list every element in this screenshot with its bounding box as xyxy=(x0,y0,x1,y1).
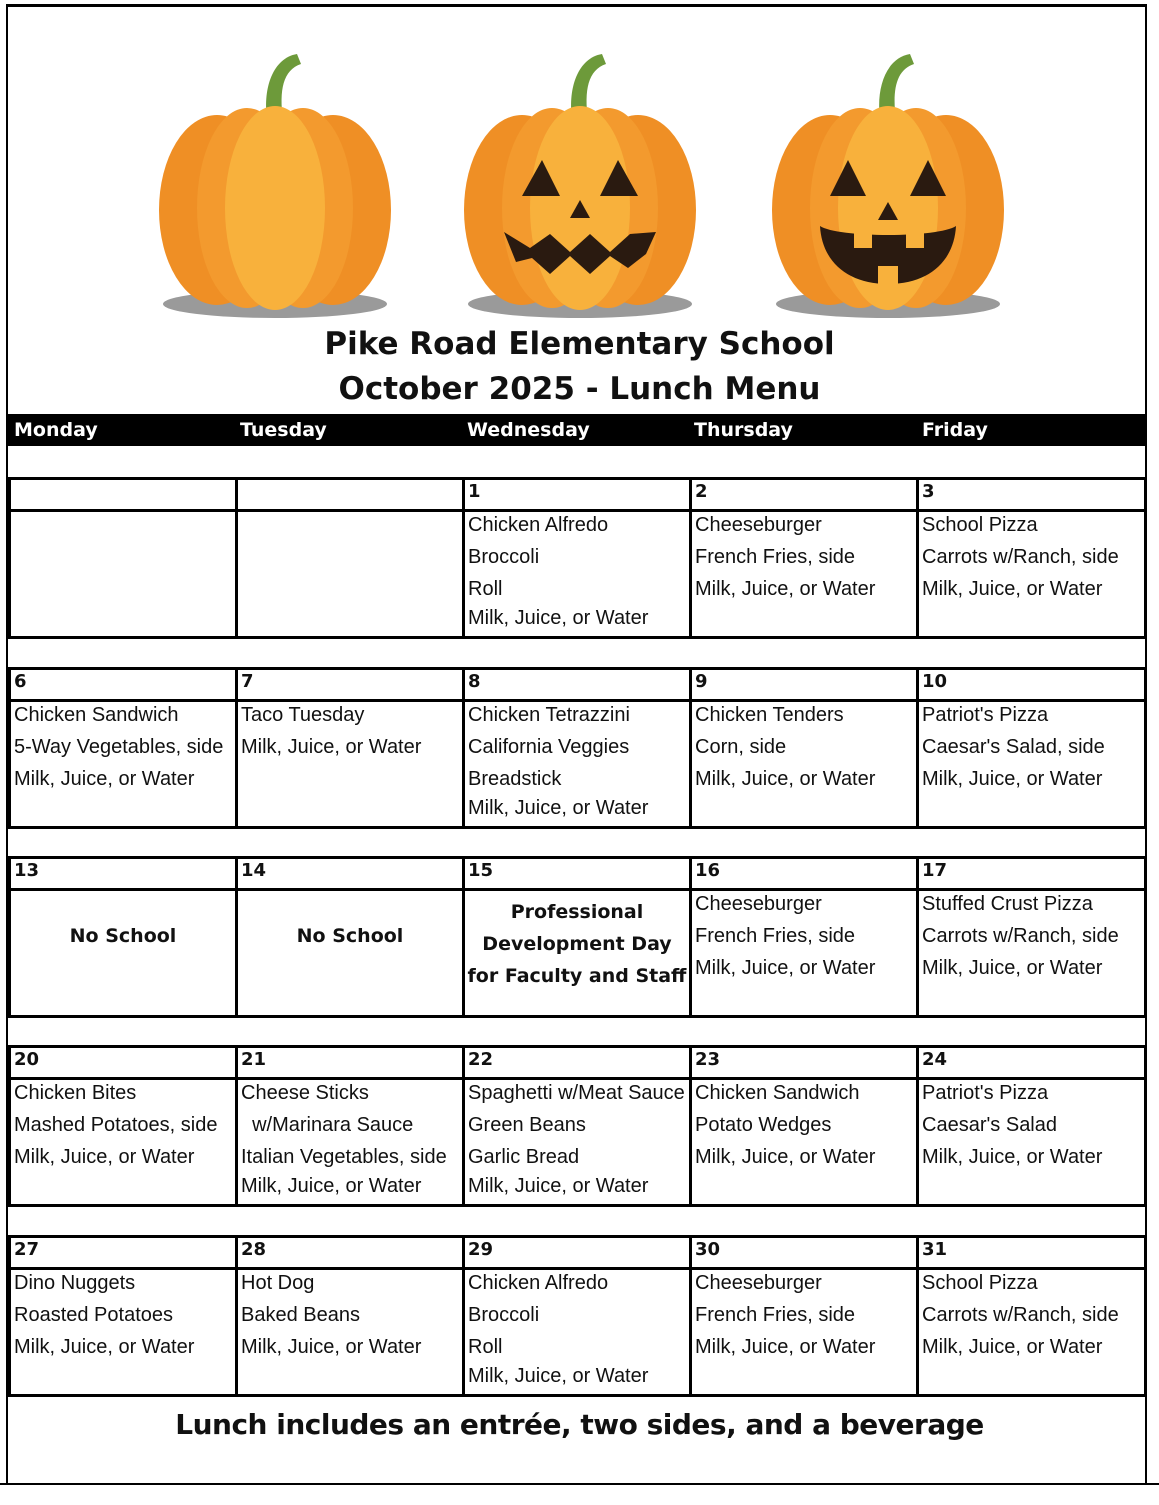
menu-item: 5-Way Vegetables, side xyxy=(14,736,224,758)
menu-item: School Pizza xyxy=(922,1272,1038,1294)
menu-cell xyxy=(916,509,1147,639)
menu-item: Caesar's Salad, side xyxy=(922,736,1105,758)
date-cell xyxy=(689,667,919,702)
menu-item: Milk, Juice, or Water xyxy=(241,1336,422,1358)
date-cell xyxy=(916,477,1147,512)
menu-cell xyxy=(235,1077,465,1207)
menu-item: Milk, Juice, or Water xyxy=(922,578,1103,600)
school-name-title: Pike Road Elementary School xyxy=(324,326,835,362)
menu-cell xyxy=(916,888,1147,1018)
menu-item: Cheeseburger xyxy=(695,514,822,536)
menu-item: Stuffed Crust Pizza xyxy=(922,893,1093,915)
menu-item: Milk, Juice, or Water xyxy=(922,1146,1103,1168)
date-cell xyxy=(235,856,465,891)
date-cell xyxy=(462,1235,692,1270)
day-number: 23 xyxy=(695,1049,721,1070)
menu-cell xyxy=(462,888,692,1018)
header-friday: Friday xyxy=(922,419,988,441)
menu-cell xyxy=(916,1267,1147,1397)
date-cell xyxy=(8,856,238,891)
header-thursday: Thursday xyxy=(694,419,793,441)
menu-item: Carrots w/Ranch, side xyxy=(922,546,1119,568)
lunch-info-footer: Lunch includes an entrée, two sides, and a beverage xyxy=(175,1408,984,1441)
date-cell xyxy=(916,1045,1147,1080)
menu-month-title: October 2025 - Lunch Menu xyxy=(338,371,821,407)
jack-o-lantern-zigzag-image xyxy=(460,48,700,328)
menu-item: French Fries, side xyxy=(695,1304,856,1326)
menu-item: Milk, Juice, or Water xyxy=(14,1336,195,1358)
menu-item: California Veggies xyxy=(468,736,630,758)
menu-cell xyxy=(916,1077,1147,1207)
menu-item: Taco Tuesday xyxy=(241,704,365,726)
menu-item: Cheeseburger xyxy=(695,893,822,915)
date-cell xyxy=(8,1235,238,1270)
menu-cell xyxy=(8,509,238,639)
menu-item: Breadstick xyxy=(468,768,562,790)
menu-item: Italian Vegetables, side xyxy=(241,1146,447,1168)
special-notice: No School xyxy=(69,925,177,947)
header-tuesday: Tuesday xyxy=(240,419,327,441)
menu-cell xyxy=(8,888,238,1018)
date-cell xyxy=(689,1235,919,1270)
day-number: 3 xyxy=(922,481,935,502)
menu-item: Milk, Juice, or Water xyxy=(695,957,876,979)
menu-item: Patriot's Pizza xyxy=(922,704,1049,726)
day-number: 9 xyxy=(695,671,708,692)
day-number: 28 xyxy=(241,1239,267,1260)
day-number: 24 xyxy=(922,1049,948,1070)
menu-cell xyxy=(689,1267,919,1397)
menu-item: French Fries, side xyxy=(695,925,856,947)
weekday-header-bar xyxy=(8,414,1147,446)
menu-item: Chicken Bites xyxy=(14,1082,137,1104)
menu-item: Garlic Bread xyxy=(468,1146,580,1168)
menu-item: Milk, Juice, or Water xyxy=(14,768,195,790)
menu-item: Carrots w/Ranch, side xyxy=(922,925,1119,947)
date-cell xyxy=(235,1045,465,1080)
day-number: 10 xyxy=(922,671,948,692)
menu-cell xyxy=(8,699,238,829)
menu-item: Milk, Juice, or Water xyxy=(468,607,649,629)
menu-cell xyxy=(8,1077,238,1207)
menu-item: Potato Wedges xyxy=(695,1114,832,1136)
date-cell xyxy=(689,856,919,891)
special-notice: for Faculty and Staff xyxy=(467,965,687,987)
menu-item: Milk, Juice, or Water xyxy=(14,1146,195,1168)
menu-item: Hot Dog xyxy=(241,1272,315,1294)
special-notice: Development Day xyxy=(482,933,672,955)
menu-item: Milk, Juice, or Water xyxy=(468,797,649,819)
menu-item: Green Beans xyxy=(468,1114,586,1136)
menu-item: Roll xyxy=(468,1336,503,1358)
day-number: 14 xyxy=(241,860,267,881)
menu-item: Carrots w/Ranch, side xyxy=(922,1304,1119,1326)
menu-cell xyxy=(916,699,1147,829)
menu-item: Milk, Juice, or Water xyxy=(241,736,422,758)
day-number: 21 xyxy=(241,1049,267,1070)
date-cell xyxy=(235,667,465,702)
date-cell xyxy=(916,1235,1147,1270)
menu-cell xyxy=(462,509,692,639)
date-cell xyxy=(916,856,1147,891)
menu-item: Milk, Juice, or Water xyxy=(468,1365,649,1387)
menu-item: Milk, Juice, or Water xyxy=(695,768,876,790)
menu-cell xyxy=(689,1077,919,1207)
menu-item: Patriot's Pizza xyxy=(922,1082,1049,1104)
menu-item: Chicken Tenders xyxy=(695,704,844,726)
header-monday: Monday xyxy=(14,419,98,441)
menu-item: Roll xyxy=(468,578,503,600)
menu-cell xyxy=(689,699,919,829)
day-number: 2 xyxy=(695,481,708,502)
day-number: 15 xyxy=(468,860,494,881)
date-cell xyxy=(8,477,238,512)
menu-item: Cheeseburger xyxy=(695,1272,822,1294)
menu-item: Caesar's Salad xyxy=(922,1114,1057,1136)
menu-item: Chicken Sandwich xyxy=(14,704,179,726)
menu-item: Milk, Juice, or Water xyxy=(922,768,1103,790)
menu-item: Broccoli xyxy=(468,546,540,568)
menu-item: Roasted Potatoes xyxy=(14,1304,173,1326)
header-wednesday: Wednesday xyxy=(467,419,590,441)
menu-item: w/Marinara Sauce xyxy=(241,1114,414,1136)
menu-item: School Pizza xyxy=(922,514,1038,536)
date-cell xyxy=(689,1045,919,1080)
day-number: 27 xyxy=(14,1239,40,1260)
day-number: 30 xyxy=(695,1239,721,1260)
day-number: 1 xyxy=(468,481,481,502)
menu-item: Chicken Tetrazzini xyxy=(468,704,630,726)
day-number: 22 xyxy=(468,1049,494,1070)
menu-item: Milk, Juice, or Water xyxy=(241,1175,422,1197)
day-number: 16 xyxy=(695,860,721,881)
menu-item: Cheese Sticks xyxy=(241,1082,369,1104)
date-cell xyxy=(462,477,692,512)
menu-item: French Fries, side xyxy=(695,546,856,568)
menu-item: Milk, Juice, or Water xyxy=(922,1336,1103,1358)
menu-cell xyxy=(462,1077,692,1207)
bottom-rule xyxy=(0,1483,1159,1485)
menu-item: Chicken Sandwich xyxy=(695,1082,860,1104)
menu-item: Chicken Alfredo xyxy=(468,514,609,536)
date-cell xyxy=(462,1045,692,1080)
day-number: 6 xyxy=(14,671,27,692)
day-number: 13 xyxy=(14,860,40,881)
menu-item: Milk, Juice, or Water xyxy=(695,1336,876,1358)
menu-item: Mashed Potatoes, side xyxy=(14,1114,218,1136)
date-cell xyxy=(462,667,692,702)
menu-item: Milk, Juice, or Water xyxy=(922,957,1103,979)
date-cell xyxy=(916,667,1147,702)
menu-item: Chicken Alfredo xyxy=(468,1272,609,1294)
menu-cell xyxy=(235,699,465,829)
date-cell xyxy=(8,1045,238,1080)
menu-item: Dino Nuggets xyxy=(14,1272,136,1294)
menu-item: Milk, Juice, or Water xyxy=(468,1175,649,1197)
day-number: 8 xyxy=(468,671,481,692)
menu-item: Milk, Juice, or Water xyxy=(695,1146,876,1168)
special-notice: No School xyxy=(296,925,404,947)
date-cell xyxy=(689,477,919,512)
date-cell xyxy=(235,1235,465,1270)
day-number: 7 xyxy=(241,671,254,692)
day-number: 17 xyxy=(922,860,948,881)
menu-cell xyxy=(689,888,919,1018)
menu-cell xyxy=(8,1267,238,1397)
jack-o-lantern-smile-image xyxy=(768,48,1008,328)
date-cell xyxy=(8,667,238,702)
menu-cell xyxy=(689,509,919,639)
menu-cell xyxy=(235,888,465,1018)
pumpkin-plain-image xyxy=(155,48,395,328)
menu-item: Milk, Juice, or Water xyxy=(695,578,876,600)
date-cell xyxy=(462,856,692,891)
date-cell xyxy=(235,477,465,512)
menu-item: Baked Beans xyxy=(241,1304,360,1326)
menu-cell xyxy=(235,1267,465,1397)
day-number: 29 xyxy=(468,1239,494,1260)
day-number: 31 xyxy=(922,1239,948,1260)
menu-cell xyxy=(235,509,465,639)
menu-item: Spaghetti w/Meat Sauce xyxy=(468,1082,685,1104)
menu-item: Broccoli xyxy=(468,1304,540,1326)
special-notice: Professional xyxy=(510,901,644,923)
menu-cell xyxy=(462,699,692,829)
menu-item: Corn, side xyxy=(695,736,787,758)
menu-cell xyxy=(462,1267,692,1397)
day-number: 20 xyxy=(14,1049,40,1070)
